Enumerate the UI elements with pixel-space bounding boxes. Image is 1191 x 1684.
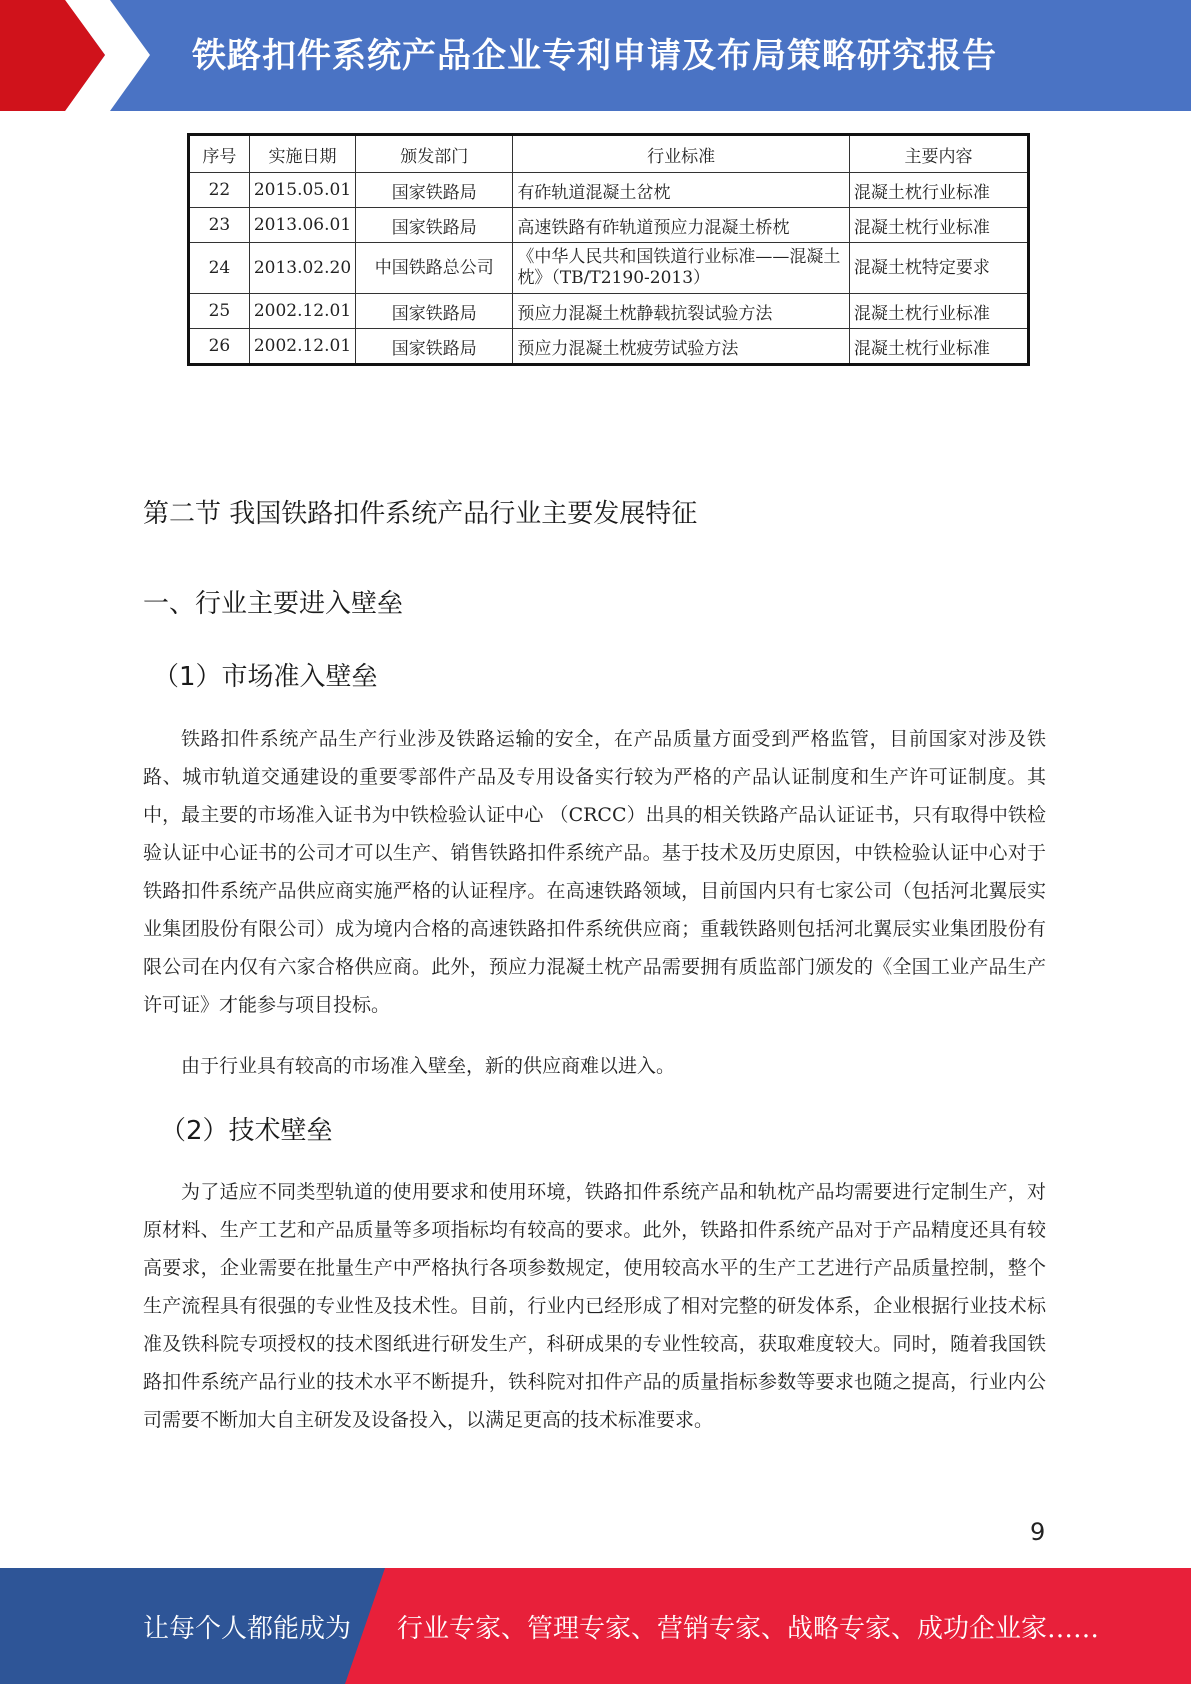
cell-date: 2002.12.01 xyxy=(249,294,355,329)
paragraph-market-entry: 铁路扣件系统产品生产行业涉及铁路运输的安全，在产品质量方面受到严格监管，目前国家对涉及铁路、城市轨道交通建设的重要零部件产品及专用设备实行较为严格的产品认证制度和生产许可证制度。其中，最主要的市场准入证书为中铁检验认证中心 （CRCC）出具的相关铁路产品认证证书，只有取得中铁检验认证中心证书的公司才可以生产、销售铁路扣件系统产品。基于技术及历史原因，中铁检验认证中心对于铁路扣件系统产品供应商实施严格的认证程序。在高速铁路领域，目前国内只有七家公司（包括河北翼辰实业集团股份有限公司）成为境内合格的高速铁路扣件系统供应商；重载铁路则包括河北翼辰实业集团股份有限公司在内仅有六家合格供应商。此外，预应力混凝土枕产品需要拥有质监部门颁发的《全国工业产品生产许可证》才能参与项目投标。 xyxy=(143,728,1046,1016)
cell-standard: 《中华人民共和国铁道行业标准——混凝土枕》（TB/T2190-2013） xyxy=(513,243,850,294)
cell-dept: 国家铁路局 xyxy=(356,294,513,329)
table-row xyxy=(189,208,1029,243)
col-header-content: 主要内容 xyxy=(849,135,1028,173)
table-row xyxy=(189,329,1029,365)
header-banner xyxy=(0,0,1191,111)
col-header-standard: 行业标准 xyxy=(513,135,850,173)
section-title: 第二节 我国铁路扣件系统产品行业主要发展特征 xyxy=(143,499,698,529)
cell-date: 2002.12.01 xyxy=(249,329,355,365)
table-row xyxy=(189,243,1029,294)
cell-date: 2013.06.01 xyxy=(249,208,355,243)
cell-dept: 国家铁路局 xyxy=(356,208,513,243)
subsection-technical: （2）技术壁垒 xyxy=(160,1116,333,1146)
subsection-market-entry: （1）市场准入壁垒 xyxy=(153,662,378,692)
cell-no: 26 xyxy=(189,329,250,365)
cell-no: 22 xyxy=(189,173,250,208)
footer-slogan-right: 行业专家、管理专家、营销专家、战略专家、成功企业家…… xyxy=(397,1614,1100,1644)
section-subtitle: 一、行业主要进入壁垒 xyxy=(143,589,404,619)
paragraph-technical: 为了适应不同类型轨道的使用要求和使用环境，铁路扣件系统产品和轨枕产品均需要进行定制生产，对原材料、生产工艺和产品质量等多项指标均有较高的要求。此外，铁路扣件系统产品对于产品精度还具有较高要求，企业需要在批量生产中严格执行各项参数规定，使用较高水平的生产工艺进行产品质量控制，整个生产流程具有很强的专业性及技术性。目前，行业内已经形成了相对完整的研发体系，企业根据行业技术标准及铁科院专项授权的技术图纸进行研发生产，科研成果的专业性较高，获取难度较大。同时，随着我国铁路扣件系统产品行业的技术水平不断提升，铁科院对扣件产品的质量指标参数等要求也随之提高，行业内公司需要不断加大自主研发及设备投入，以满足更高的技术标准要求。 xyxy=(143,1181,1046,1431)
cell-content: 混凝土枕行业标准 xyxy=(849,208,1028,243)
cell-no: 24 xyxy=(189,243,250,294)
cell-no: 25 xyxy=(189,294,250,329)
footer-banner xyxy=(0,1568,1191,1684)
col-header-dept: 颁发部门 xyxy=(356,135,513,173)
table-row xyxy=(189,173,1029,208)
cell-standard: 有砟轨道混凝土岔枕 xyxy=(513,173,850,208)
cell-standard: 预应力混凝土枕静载抗裂试验方法 xyxy=(513,294,850,329)
cell-dept: 国家铁路局 xyxy=(356,329,513,365)
cell-dept: 国家铁路局 xyxy=(356,173,513,208)
col-header-date: 实施日期 xyxy=(249,135,355,173)
cell-standard: 高速铁路有砟轨道预应力混凝土桥枕 xyxy=(513,208,850,243)
report-title: 铁路扣件系统产品企业专利申请及布局策略研究报告 xyxy=(192,36,997,76)
cell-content: 混凝土枕行业标准 xyxy=(849,173,1028,208)
col-header-no: 序号 xyxy=(189,135,250,173)
page-number: 9 xyxy=(1030,1518,1046,1546)
cell-date: 2015.05.01 xyxy=(249,173,355,208)
cell-content: 混凝土枕行业标准 xyxy=(849,294,1028,329)
cell-content: 混凝土枕特定要求 xyxy=(849,243,1028,294)
paragraph-market-summary: 由于行业具有较高的市场准入壁垒，新的供应商难以进入。 xyxy=(181,1055,676,1077)
cell-dept: 中国铁路总公司 xyxy=(356,243,513,294)
cell-no: 23 xyxy=(189,208,250,243)
footer-slogan-left: 让每个人都能成为 xyxy=(143,1614,352,1644)
cell-content: 混凝土枕行业标准 xyxy=(849,329,1028,365)
table-header-row xyxy=(189,135,1029,173)
standards-table xyxy=(187,133,1030,366)
cell-standard: 预应力混凝土枕疲劳试验方法 xyxy=(513,329,850,365)
table-row xyxy=(189,294,1029,329)
cell-date: 2013.02.20 xyxy=(249,243,355,294)
header-chevron-icon xyxy=(0,0,160,111)
